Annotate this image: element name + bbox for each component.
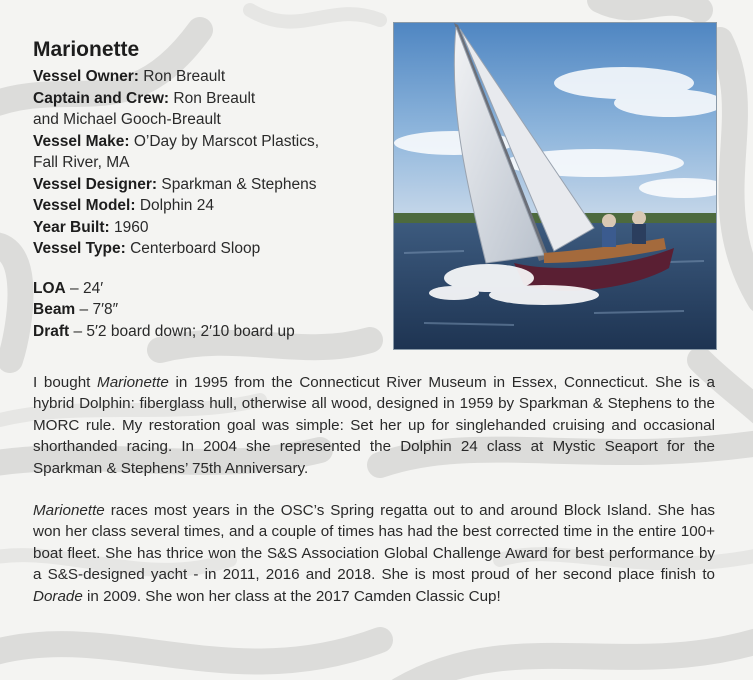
vessel-spec-panel — [33, 38, 373, 342]
vessel-designer-row — [33, 174, 373, 196]
story-p1-intro: I bought — [33, 374, 98, 391]
vessel-owner-label: Vessel Owner: — [33, 68, 139, 85]
story-p1-boat-name: Marionette — [97, 374, 169, 391]
captain-crew-value: Ron Breault — [173, 89, 256, 107]
vessel-make-row — [33, 131, 373, 153]
story-p2-body: races most years in the OSC’s Spring regatta out to and around Block Island. She has won her class several times, and a couple of times has had the best corrected time in the entire 100+ boat fleet. She has thrice won the S&S Association Global Challenge Award for best performance by a S&S-designed yacht - in 2011, 2016 and 2018. She is most proud of her second place finish to — [33, 502, 715, 584]
draft-value: – 5′2 board down; 2′10 board up — [69, 322, 295, 340]
vessel-type-label: Vessel Type: — [33, 240, 126, 257]
vessel-make-continued: Fall River, MA — [33, 154, 130, 171]
captain-crew-label: Captain and Crew: — [33, 89, 170, 107]
loa-value: – 24′ — [65, 279, 104, 297]
draft-label: Draft — [33, 322, 70, 340]
vessel-designer-label: Vessel Designer: — [33, 175, 158, 193]
story-text — [33, 372, 715, 628]
story-p1-body: in 1995 from the Connecticut River Museum in Essex, Connecticut. She is a hybrid Dolphin: fiberglass hull, otherwise all wood, designed in 1959 by Sparkman & Stephens to the MORC rule. My restoration goal was simple: Set her up for singlehanded cruising and occasional shorthanded racing. In 2004 she represented the Dolphin 24 class at Mystic Seaport for the Sparkman & Stephens’ 75th Anniversary. — [33, 374, 715, 477]
vessel-type-row — [33, 238, 373, 260]
beam-row — [33, 299, 373, 321]
draft-row — [33, 321, 373, 343]
beam-value: – 7′8″ — [75, 301, 119, 318]
vessel-model-row — [33, 195, 373, 217]
story-paragraph-2 — [33, 500, 715, 607]
captain-crew-row — [33, 88, 373, 110]
vessel-type-value: Centerboard Sloop — [130, 240, 261, 257]
story-p2-ending: in 2009. She won her class at the 2017 Camden Classic Cup! — [82, 587, 501, 605]
captain-crew-continued: and Michael Gooch-Breault — [33, 111, 221, 128]
vessel-model-value: Dolphin 24 — [139, 197, 214, 214]
sailboat-illustration — [394, 23, 716, 349]
spacer — [33, 260, 373, 278]
story-paragraph-1 — [33, 372, 715, 479]
vessel-make-value: O’Day by Marscot Plastics, — [133, 132, 320, 150]
year-built-value: 1960 — [113, 218, 149, 236]
year-built-row — [33, 217, 373, 239]
vessel-name-title: Marionette — [33, 38, 140, 61]
vessel-make-label: Vessel Make: — [33, 132, 130, 150]
story-p2-rival-name: Dorade — [33, 587, 83, 605]
vessel-owner-value: Ron Breault — [143, 68, 226, 85]
vessel-owner-row — [33, 66, 373, 88]
loa-label: LOA — [33, 279, 66, 297]
year-built-label: Year Built: — [33, 218, 110, 236]
vessel-model-label: Vessel Model: — [33, 197, 136, 214]
vessel-designer-value: Sparkman & Stephens — [161, 175, 317, 193]
loa-row — [33, 278, 373, 300]
story-p2-boat-name: Marionette — [33, 502, 105, 520]
sailboat-photo — [393, 22, 717, 350]
beam-label: Beam — [33, 301, 76, 318]
